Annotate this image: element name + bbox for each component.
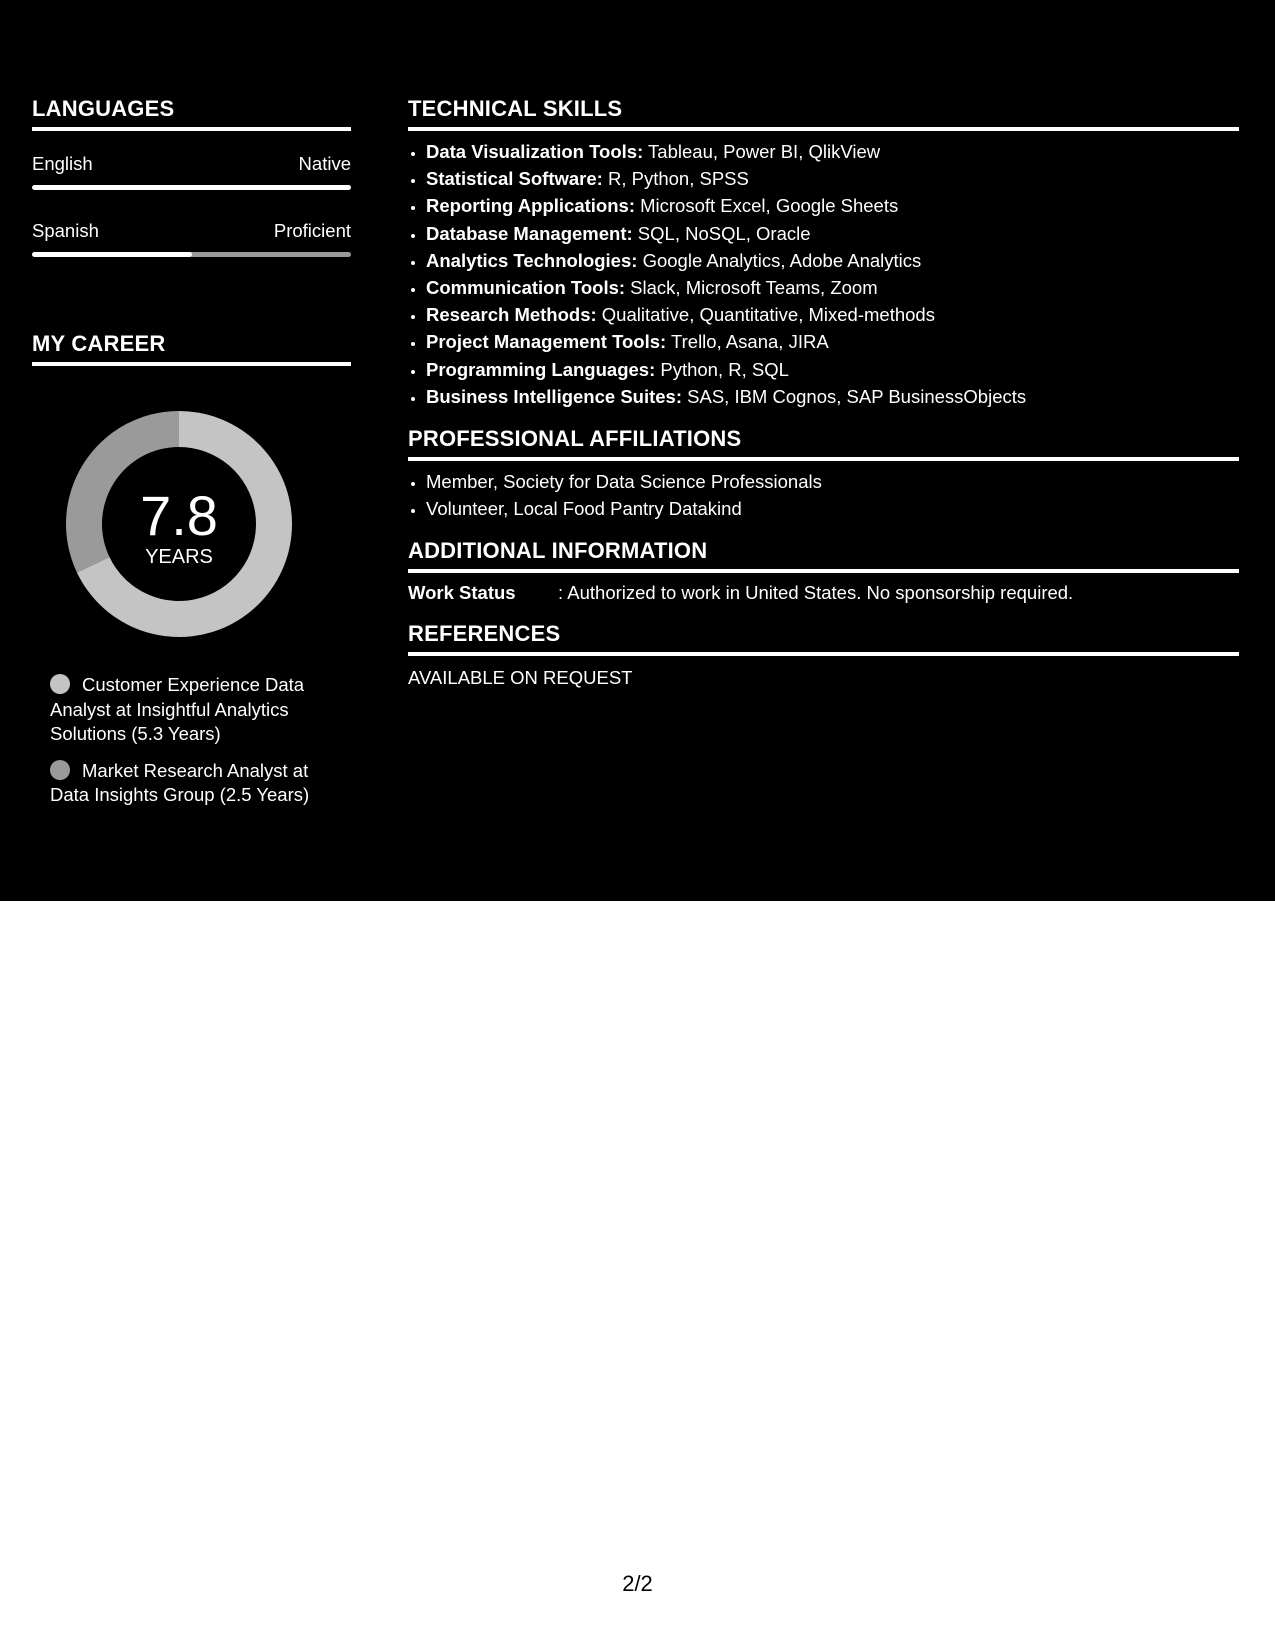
- career-role-text: Market Research Analyst at Data Insights Group (2.5 Years): [50, 759, 310, 805]
- affiliations-heading: PROFESSIONAL AFFILIATIONS: [408, 426, 742, 452]
- language-proficiency-fill: [32, 252, 192, 257]
- career-heading: MY CAREER: [32, 331, 166, 356]
- affiliations-list: [408, 468, 1239, 522]
- career-role-text: Customer Experience Data Analyst at Insightful Analytics Solutions (5.3 Years): [50, 674, 305, 744]
- skill-values: Google Analytics, Adobe Analytics: [637, 249, 922, 271]
- affiliation-item: • Volunteer, Local Food Pantry Datakind: [426, 495, 1239, 522]
- affiliation-item: • Member, Society for Data Science Professionals: [426, 468, 1239, 495]
- technical-skill-item: [426, 301, 1239, 328]
- references-text: AVAILABLE ON REQUEST: [408, 667, 633, 689]
- technical-skill-item: [426, 383, 1239, 410]
- page-number: 2/2: [622, 1571, 653, 1596]
- additional-info-section: [408, 536, 1239, 605]
- technical-skill-item: [426, 274, 1239, 301]
- career-donut-chart: [66, 411, 292, 637]
- technical-skill-item: [426, 138, 1239, 165]
- career-heading-rule: [32, 362, 351, 366]
- skill-category-label: Research Methods:: [426, 304, 597, 326]
- career-section: [32, 329, 351, 808]
- language-name: English: [32, 153, 93, 174]
- skill-values: Slack, Microsoft Teams, Zoom: [625, 277, 878, 299]
- additional-info-rule: [408, 569, 1239, 573]
- language-proficiency-fill: [32, 185, 351, 190]
- technical-skill-item: [426, 328, 1239, 355]
- language-proficiency-bar: [32, 185, 351, 190]
- language-item-spanish: [32, 220, 351, 257]
- technical-skill-item: [426, 356, 1239, 383]
- skill-category-label: Business Intelligence Suites:: [426, 385, 682, 407]
- skill-category-label: Project Management Tools:: [426, 331, 667, 353]
- skill-values: SAS, IBM Cognos, SAP BusinessObjects: [682, 385, 1027, 407]
- skill-category-label: Reporting Applications:: [426, 195, 635, 217]
- skill-category-label: Communication Tools:: [426, 277, 626, 299]
- additional-info-heading: ADDITIONAL INFORMATION: [408, 538, 708, 564]
- technical-skills-heading: TECHNICAL SKILLS: [408, 96, 623, 121]
- skill-category-label: Programming Languages:: [426, 358, 656, 380]
- skill-values: R, Python, SPSS: [602, 168, 749, 190]
- career-role-item: [50, 673, 340, 747]
- left-column: [32, 94, 351, 820]
- skill-values: Python, R, SQL: [655, 358, 789, 380]
- affiliations-rule: [408, 457, 1239, 461]
- career-role-item: [50, 759, 340, 808]
- legend-dot-icon: [50, 760, 70, 780]
- technical-skills-rule: [408, 127, 1239, 131]
- career-total-years: 7.8: [140, 484, 218, 547]
- technical-skills-list: [408, 138, 1239, 410]
- skill-category-label: Analytics Technologies:: [426, 249, 638, 271]
- language-level: Native: [298, 153, 351, 174]
- technical-skill-item: [426, 220, 1239, 247]
- career-total-unit: YEARS: [145, 546, 213, 568]
- skill-values: SQL, NoSQL, Oracle: [632, 222, 811, 244]
- skill-category-label: Statistical Software:: [426, 168, 603, 190]
- technical-skill-item: [426, 247, 1239, 274]
- language-level: Proficient: [273, 220, 351, 241]
- skill-values: Tableau, Power BI, QlikView: [643, 141, 881, 162]
- skill-values: Microsoft Excel, Google Sheets: [634, 195, 899, 217]
- skill-category-label: Database Management:: [426, 222, 633, 244]
- work-status-label: Work Status: [408, 582, 516, 604]
- technical-skill-item: [426, 165, 1239, 192]
- languages-heading: LANGUAGES: [32, 96, 175, 121]
- references-rule: [408, 652, 1239, 656]
- languages-section: [32, 94, 351, 257]
- skill-category-label: Data Visualization Tools:: [426, 141, 644, 162]
- career-legend: [50, 673, 340, 808]
- technical-skill-item: [426, 192, 1239, 219]
- references-section: [408, 619, 1239, 690]
- references-heading: REFERENCES: [408, 621, 561, 647]
- affiliations-section: [408, 424, 1239, 522]
- technical-skills-section: [408, 94, 1239, 410]
- donut-center-label: [66, 411, 292, 637]
- right-column: [408, 94, 1239, 690]
- skill-values: Qualitative, Quantitative, Mixed-methods: [596, 304, 935, 326]
- language-name: Spanish: [32, 220, 99, 241]
- skill-values: Trello, Asana, JIRA: [666, 331, 829, 353]
- work-status-value: : Authorized to work in United States. No sponsorship required.: [558, 582, 1074, 604]
- language-item-english: [32, 153, 351, 190]
- languages-heading-rule: [32, 127, 351, 131]
- legend-dot-icon: [50, 674, 70, 694]
- work-status-row: [408, 581, 1239, 605]
- language-proficiency-bar: [32, 252, 351, 257]
